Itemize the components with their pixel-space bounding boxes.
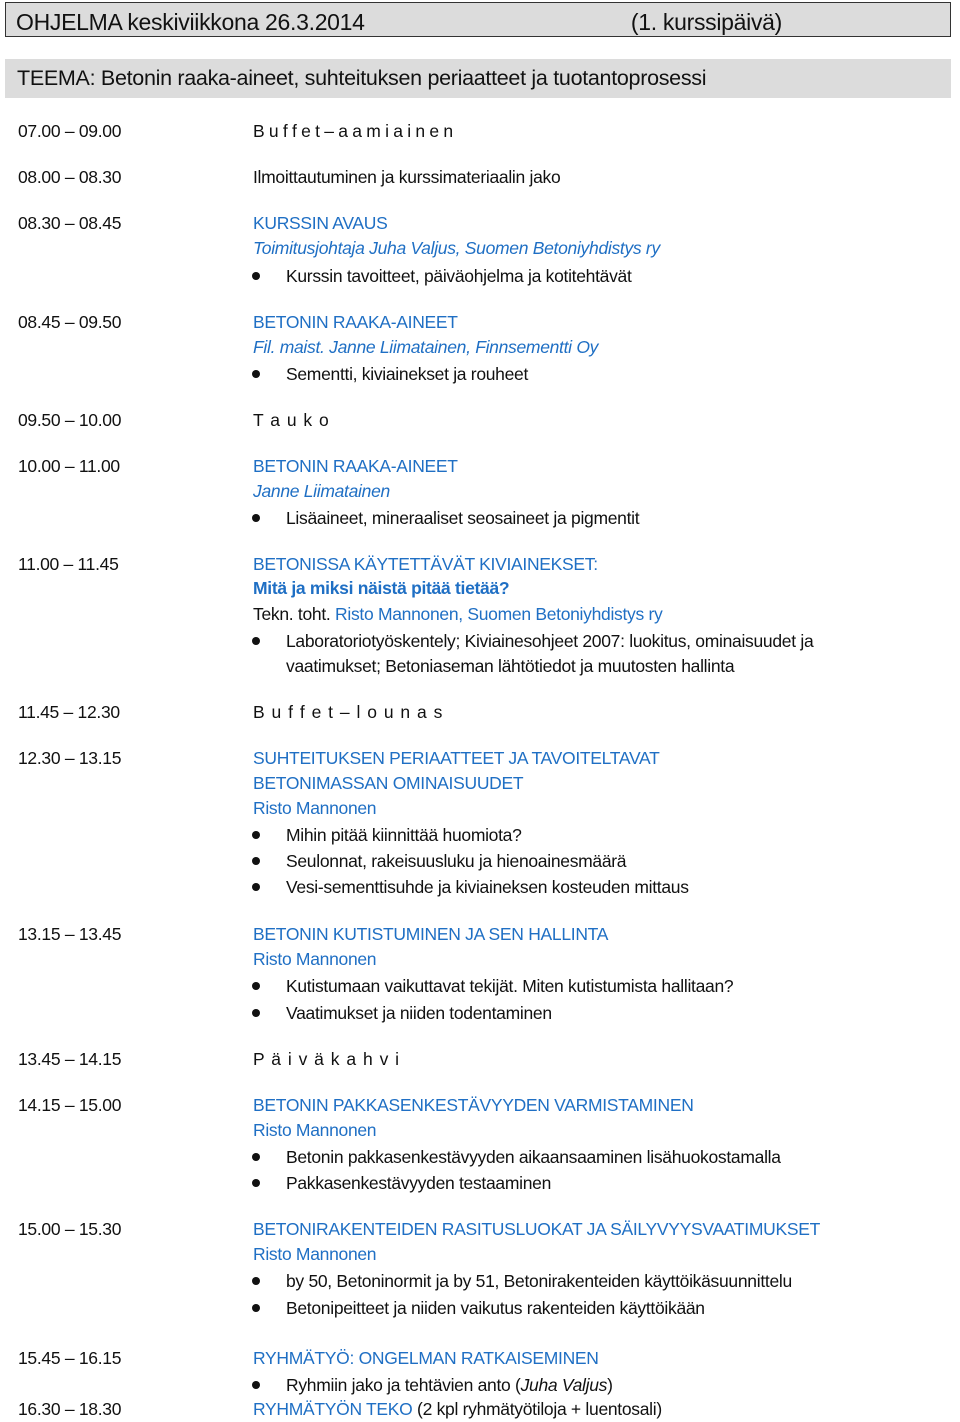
bullet-icon <box>252 1153 260 1161</box>
session-title: BETONIRAKENTEIDEN RASITUSLUOKAT JA SÄILYVYYSVAATIMUKSET <box>253 1219 820 1239</box>
session-title: P ä i v ä k a h v i <box>253 1049 401 1069</box>
session-title: B u f f e t – a a m i a i n e n <box>253 121 453 141</box>
session-time: 08.30 – 08.45 <box>18 213 122 233</box>
session-title: BETONIN RAAKA-AINEET <box>253 312 458 332</box>
session-title-line2: BETONIMASSAN OMINAISUUDET <box>253 773 524 793</box>
session-speaker: Janne Liimatainen <box>253 481 390 501</box>
session-speaker: Toimitusjohtaja Juha Valjus, Suomen Betoniyhdistys ry <box>253 238 660 258</box>
session-bullet: Kurssin tavoitteet, päiväohjelma ja kotitehtävät <box>286 266 632 286</box>
bullet-icon <box>252 1381 260 1389</box>
session-time: 11.00 – 11.45 <box>18 554 119 574</box>
session-bullet <box>286 1374 613 1396</box>
session-title: T a u k o <box>253 410 330 430</box>
session-bullet: Kutistumaan vaikuttavat tekijät. Miten kutistumista hallitaan? <box>286 976 734 996</box>
course-day: (1. kurssipäivä) <box>630 9 782 35</box>
session-bullet: Mihin pitää kiinnittää huomiota? <box>286 825 522 845</box>
session-speaker: Risto Mannonen <box>253 798 377 818</box>
speaker-name: Risto Mannonen, Suomen Betoniyhdistys ry <box>335 604 663 624</box>
bullet-icon <box>252 982 260 990</box>
session-title: BETONISSA KÄYTETTÄVÄT KIVIAINEKSET: <box>253 554 598 574</box>
bullet-icon <box>252 857 260 865</box>
session-bullet: Vesi-sementtisuhde ja kiviaineksen kosteuden mittaus <box>286 877 689 897</box>
bullet-icon <box>252 637 260 645</box>
session-title <box>253 1398 662 1420</box>
bullet-icon <box>252 370 260 378</box>
bullet-icon <box>252 1009 260 1017</box>
bullet-text-end: ) <box>607 1375 613 1395</box>
session-time: 08.00 – 08.30 <box>18 167 122 187</box>
session-title: KURSSIN AVAUS <box>253 213 388 233</box>
bullet-icon <box>252 1304 260 1312</box>
session-bullet-continued: vaatimukset; Betoniaseman lähtötiedot ja muutosten hallinta <box>286 656 735 676</box>
theme-text: TEEMA: Betonin raaka-aineet, suhteituksen periaatteet ja tuotantoprosessi <box>17 66 707 90</box>
session-subtitle: Mitä ja miksi näistä pitää tietää? <box>253 578 510 598</box>
session-title: BETONIN RAAKA-AINEET <box>253 456 458 476</box>
bullet-icon <box>252 272 260 280</box>
session-time: 13.45 – 14.15 <box>18 1049 122 1069</box>
session-time: 14.15 – 15.00 <box>18 1095 122 1115</box>
bullet-person: Juha Valjus <box>520 1375 608 1395</box>
program-header <box>5 2 951 37</box>
session-time: 10.00 – 11.00 <box>18 456 120 476</box>
session-speaker <box>253 603 663 625</box>
session-title: RYHMÄTYÖ: ONGELMAN RATKAISEMINEN <box>253 1348 599 1368</box>
session-bullet: by 50, Betoninormit ja by 51, Betonirakenteiden käyttöikäsuunnittelu <box>286 1271 792 1291</box>
session-time: 16.30 – 18.30 <box>18 1399 122 1419</box>
session-bullet: Pakkasenkestävyyden testaaminen <box>286 1173 552 1193</box>
theme-banner <box>5 59 951 98</box>
session-title-suffix: (2 kpl ryhmätyötiloja + luentosali) <box>412 1399 662 1419</box>
bullet-icon <box>252 1179 260 1187</box>
session-time: 08.45 – 09.50 <box>18 312 122 332</box>
session-time: 15.45 – 16.15 <box>18 1348 122 1368</box>
session-bullet: Betonin pakkasenkestävyyden aikaansaaminen lisähuokostamalla <box>286 1147 781 1167</box>
session-title: Ilmoittautuminen ja kurssimateriaalin jako <box>253 167 561 187</box>
session-bullet: Lisäaineet, mineraaliset seosaineet ja pigmentit <box>286 508 640 528</box>
session-speaker: Risto Mannonen <box>253 1244 377 1264</box>
session-time: 09.50 – 10.00 <box>18 410 122 430</box>
bullet-icon <box>252 883 260 891</box>
bullet-icon <box>252 1277 260 1285</box>
session-bullet: Betonipeitteet ja niiden vaikutus rakenteiden käyttöikään <box>286 1298 705 1318</box>
session-title: BETONIN KUTISTUMINEN JA SEN HALLINTA <box>253 924 609 944</box>
session-bullet: Sementti, kiviainekset ja rouheet <box>286 364 529 384</box>
program-title: OHJELMA keskiviikkona 26.3.2014 <box>16 9 365 35</box>
session-bullet: Vaatimukset ja niiden todentaminen <box>286 1003 552 1023</box>
session-bullet: Seulonnat, rakeisuusluku ja hienoainesmäärä <box>286 851 627 871</box>
speaker-title: Tekn. toht. <box>253 604 331 624</box>
session-time: 13.15 – 13.45 <box>18 924 122 944</box>
session-time: 07.00 – 09.00 <box>18 121 122 141</box>
session-title: SUHTEITUKSEN PERIAATTEET JA TAVOITELTAVAT <box>253 748 660 768</box>
session-title: B u f f e t – l o u n a s <box>253 702 444 722</box>
session-bullet: Laboratoriotyöskentely; Kiviainesohjeet 2007: luokitus, ominaisuudet ja <box>286 631 814 651</box>
bullet-icon <box>252 514 260 522</box>
session-time: 11.45 – 12.30 <box>18 702 120 722</box>
bullet-text: Ryhmiin jako ja tehtävien anto ( <box>286 1375 521 1395</box>
session-title: BETONIN PAKKASENKESTÄVYYDEN VARMISTAMINEN <box>253 1095 694 1115</box>
bullet-icon <box>252 831 260 839</box>
session-speaker: Fil. maist. Janne Liimatainen, Finnsementti Oy <box>253 337 599 357</box>
session-speaker: Risto Mannonen <box>253 949 377 969</box>
session-time: 12.30 – 13.15 <box>18 748 122 768</box>
session-time: 15.00 – 15.30 <box>18 1219 122 1239</box>
session-speaker: Risto Mannonen <box>253 1120 377 1140</box>
session-title-main: RYHMÄTYÖN TEKO <box>253 1399 413 1419</box>
